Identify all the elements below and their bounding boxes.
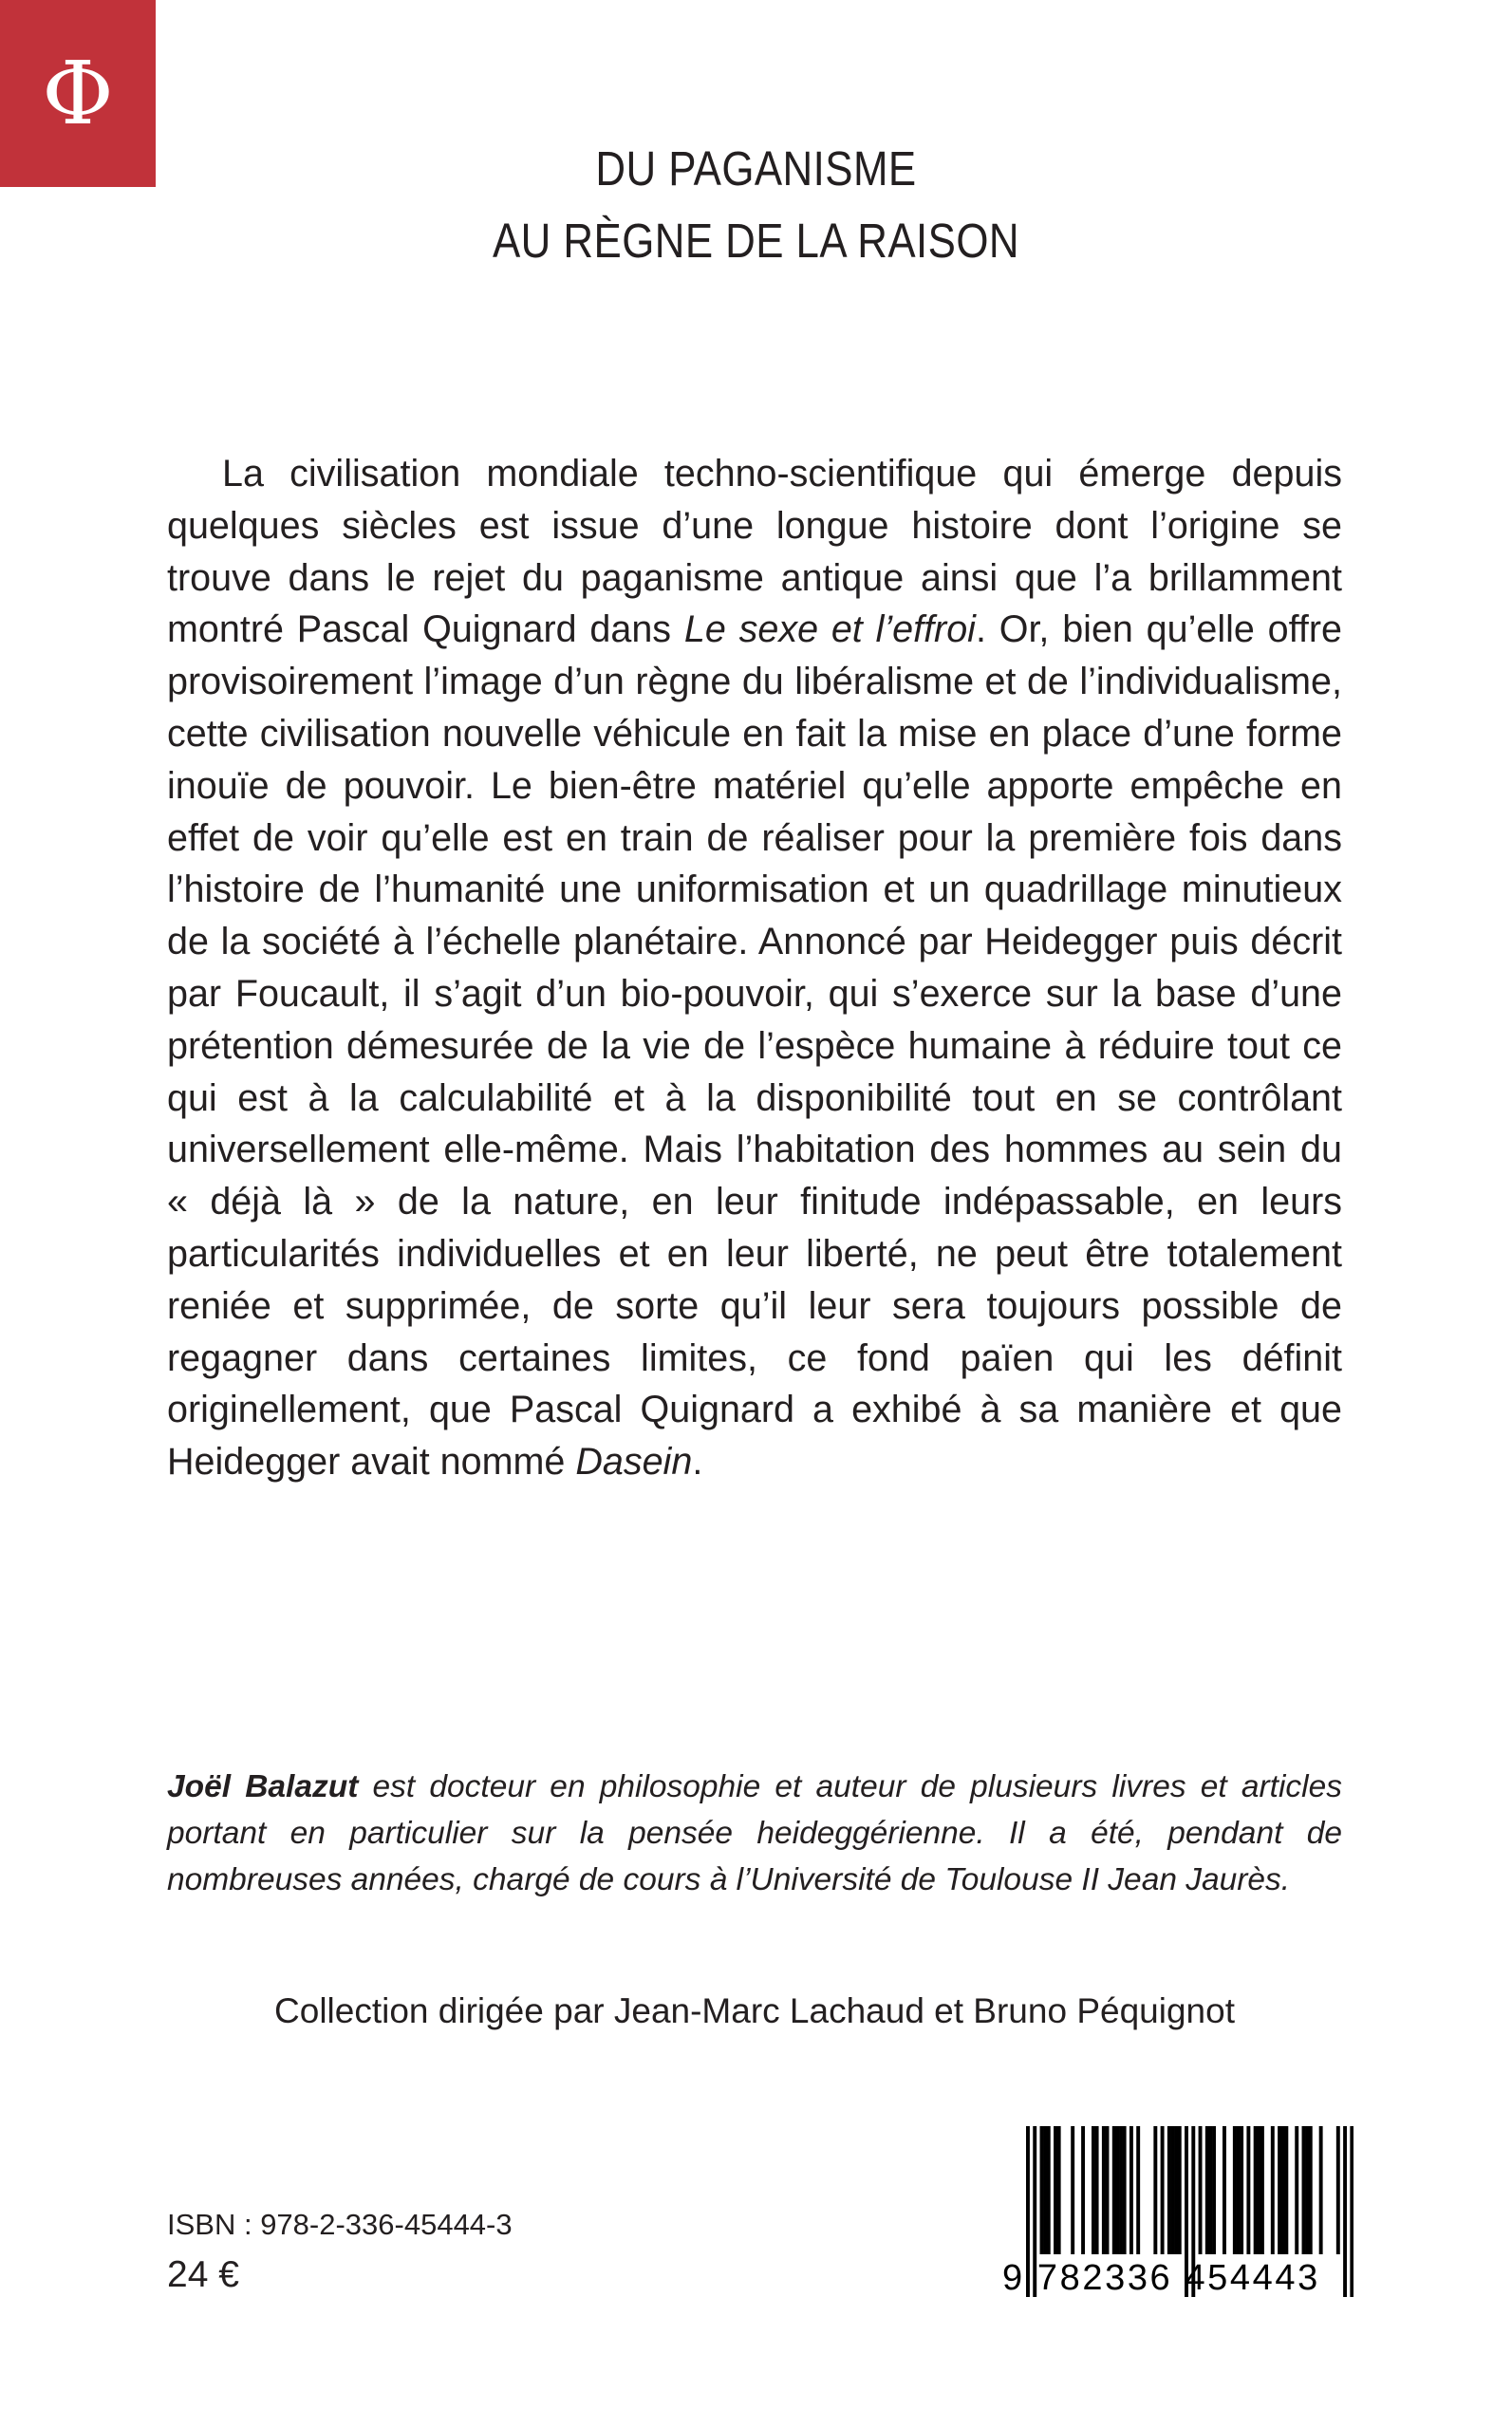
barcode-bar: [1112, 2126, 1116, 2254]
barcode-bar: [1106, 2126, 1110, 2254]
barcode-bar: [1092, 2126, 1095, 2254]
barcode-bar: [1161, 2126, 1165, 2254]
barcode-bar: [1178, 2126, 1182, 2254]
barcode-bar: [1205, 2126, 1209, 2254]
barcode-bar: [1071, 2126, 1074, 2254]
barcode-bar: [1223, 2126, 1226, 2254]
barcode-bar: [1115, 2126, 1119, 2254]
summary-text-2: . Or, bien qu’elle offre provisoirement l’image d’un règne du libéralisme et de l’individualisme, cette civilisation nouvelle véhicule en fait la mise en place d’une forme inouïe de pouvoir. Le bien-être matériel qu’elle apporte empêche en effet de voir qu’elle est en train de réaliser pour la première fois dans l’histoire de l’humanité une uniformisation et un quadrillage minutieux de la société à l’échelle planétaire. Annoncé par Heidegger puis décrit par Foucault, il s’agit d’un bio-pouvoir, qui s’exerce sur la base d’une prétention démesurée de la vie de l’espèce humaine à réduire tout ce qui est à la calculabilité et à la disponibilité tout en se contrôlant universellement elle-même. Mais l’habitation des hommes au sein du « déjà là » de la nature, en leur finitude indépassable, en leurs particularités individuelles et en leur liberté, ne peut être totalement reniée et supprimée, de sorte qu’il leur sera toujours possible de regagner dans certaines limites, ce fond païen qui les définit originellement, que Pascal Quignard a exhibé à sa manière et que Heidegger avait nommé: [167, 608, 1343, 1484]
barcode-bar: [1233, 2126, 1237, 2254]
barcode-bar: [1199, 2126, 1203, 2254]
summary-term: Dasein: [575, 1441, 693, 1484]
barcode-bar: [1174, 2126, 1178, 2254]
barcode-bar: [1254, 2126, 1258, 2254]
barcode-bar: [1043, 2126, 1047, 2254]
barcode-bar: [1054, 2126, 1057, 2254]
barcode-bar: [1123, 2126, 1127, 2254]
summary-text-3: .: [692, 1441, 703, 1484]
barcode-bar: [1271, 2126, 1275, 2254]
author-name: Joël Balazut: [167, 1769, 359, 1804]
barcode-bar: [1295, 2126, 1298, 2254]
book-title-line-2: AU RÈGNE DE LA RAISON: [493, 214, 1019, 268]
barcode-bar: [1153, 2126, 1157, 2254]
barcode-bar: [1212, 2126, 1216, 2254]
isbn: ISBN : 978-2-336-45444-3: [167, 2208, 513, 2241]
summary-text-1: La civilisation mondiale techno-scientifique qui émerge depuis quelques siècles est issue d’une longue histoire dont l’origine se trouve dans le rejet du paganisme antique ainsi que l’a brillamment montré Pascal Quignard dans: [167, 453, 1342, 651]
barcode-bar: [1102, 2126, 1106, 2254]
barcode-bar: [1136, 2126, 1140, 2254]
barcode-bar: [1040, 2126, 1044, 2254]
barcode-bar: [1129, 2126, 1133, 2254]
barcode-bar: [1171, 2126, 1175, 2254]
barcode-bar: [1278, 2126, 1281, 2254]
barcode-bar: [1260, 2126, 1264, 2254]
barcode-bar: [1281, 2126, 1285, 2254]
barcode-bar: [1319, 2126, 1323, 2254]
barcode-bar: [1246, 2126, 1250, 2254]
barcode-bar: [1284, 2126, 1288, 2254]
barcode-bar: [1167, 2126, 1171, 2254]
price: 24 €: [167, 2254, 239, 2295]
barcode-bar: [1081, 2126, 1085, 2254]
author-bio: [167, 1764, 1342, 1903]
barcode-bar: [1302, 2126, 1306, 2254]
author-bio-text: est docteur en philosophie et auteur de plusieurs livres et articles portant en particulier sur la pensée heideggérienne. Il a été, pendant de nombreuses années, chargé de cours à l’Université de Toulouse II Jean Jaurès.: [167, 1769, 1342, 1897]
barcode-bar: [1305, 2126, 1309, 2254]
barcode-bar: [1208, 2126, 1212, 2254]
barcode-bar: [1095, 2126, 1099, 2254]
collection-credit: Collection dirigée par Jean-Marc Lachaud et Bruno Péquignot: [274, 1991, 1235, 2030]
barcode-bar: [1257, 2126, 1260, 2254]
barcode-digits: 9 782336 454443: [1002, 2258, 1320, 2298]
barcode-bar: [1309, 2126, 1313, 2254]
book-title: [106, 133, 1407, 277]
book-title-line-1: DU PAGANISME: [595, 141, 917, 196]
barcode-bar: [1057, 2126, 1061, 2254]
barcode-bar: [1047, 2126, 1051, 2254]
summary-work-title: Le sexe et l’effroi: [683, 608, 976, 651]
phi-logo-icon: Φ: [42, 43, 114, 144]
summary-paragraph: [167, 448, 1342, 1488]
barcode-bar: [1119, 2126, 1123, 2254]
barcode-bar: [1237, 2126, 1241, 2254]
barcode-bar: [1336, 2126, 1340, 2254]
barcode-bar: [1240, 2126, 1243, 2254]
